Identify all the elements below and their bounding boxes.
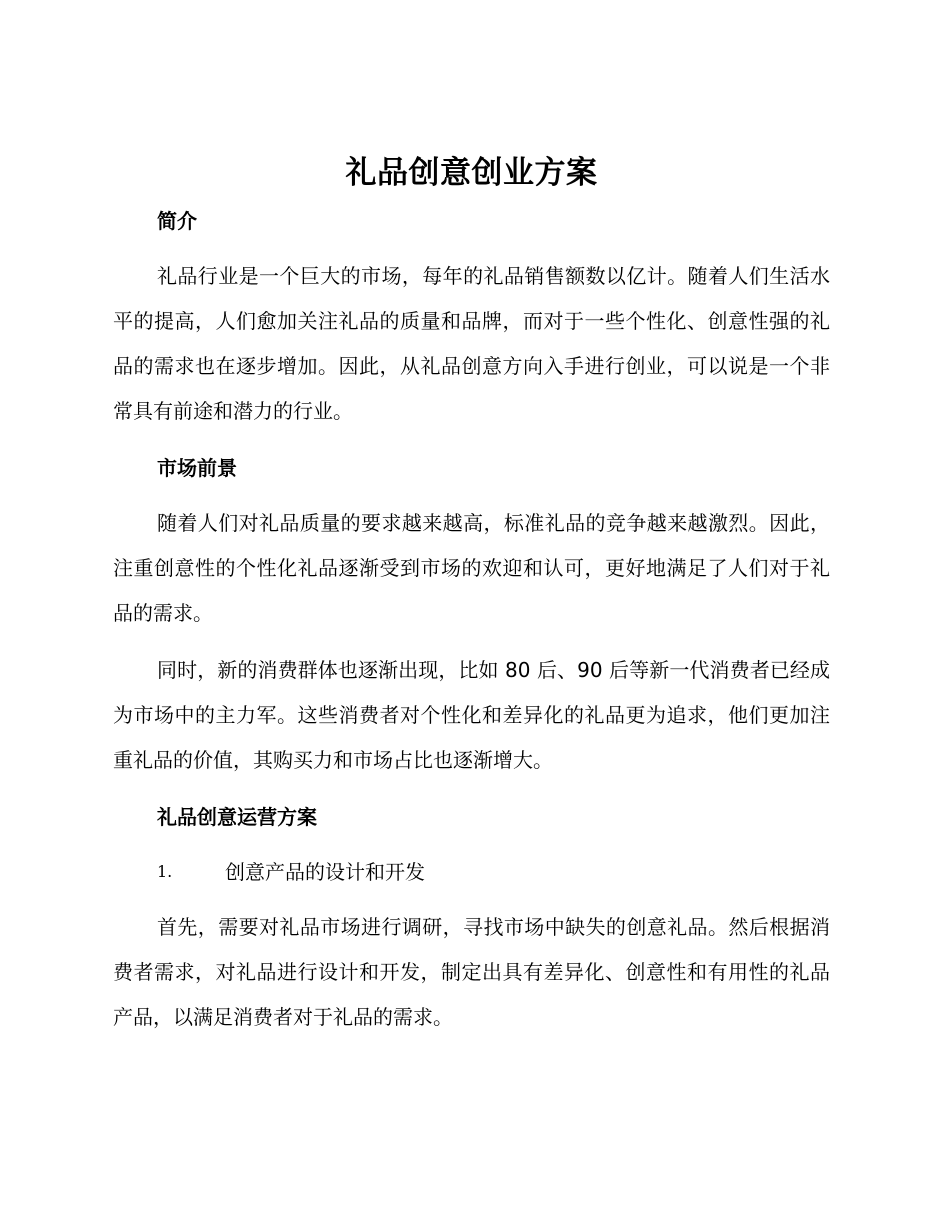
section-heading-market: 市场前景 (157, 456, 237, 480)
list-item-label: 创意产品的设计和开发 (225, 860, 425, 884)
list-item (113, 857, 830, 887)
intro-paragraph: 礼品行业是一个巨大的市场，每年的礼品销售额数以亿计。随着人们生活水平的提高，人们愈加关注礼品的质量和品牌，而对于一些个性化、创意性强的礼品的需求也在逐步增加。因此，从礼品创意方向入手进行创业，可以说是一个非常具有前途和潜力的行业。 (113, 264, 830, 423)
section-heading-operation: 礼品创意运营方案 (157, 805, 317, 829)
market-paragraph-2: 同时，新的消费群体也逐渐出现，比如 80 后、90 后等新一代消费者已经成为市场中的主力军。这些消费者对个性化和差异化的礼品更为追求，他们更加注重礼品的价值，其购买力和市场占比也逐渐增大。 (113, 658, 830, 772)
operation-paragraph: 首先，需要对礼品市场进行调研，寻找市场中缺失的创意礼品。然后根据消费者需求，对礼品进行设计和开发，制定出具有差异化、创意性和有用性的礼品产品，以满足消费者对于礼品的需求。 (113, 915, 830, 1029)
document-page (113, 150, 830, 1040)
market-paragraph-1: 随着人们对礼品质量的要求越来越高，标准礼品的竞争越来越激烈。因此，注重创意性的个性化礼品逐渐受到市场的欢迎和认可，更好地满足了人们对于礼品的需求。 (113, 511, 830, 625)
section-heading-intro: 简介 (157, 209, 197, 233)
list-item-number: 1. (157, 862, 173, 881)
document-title: 礼品创意创业方案 (345, 155, 598, 191)
